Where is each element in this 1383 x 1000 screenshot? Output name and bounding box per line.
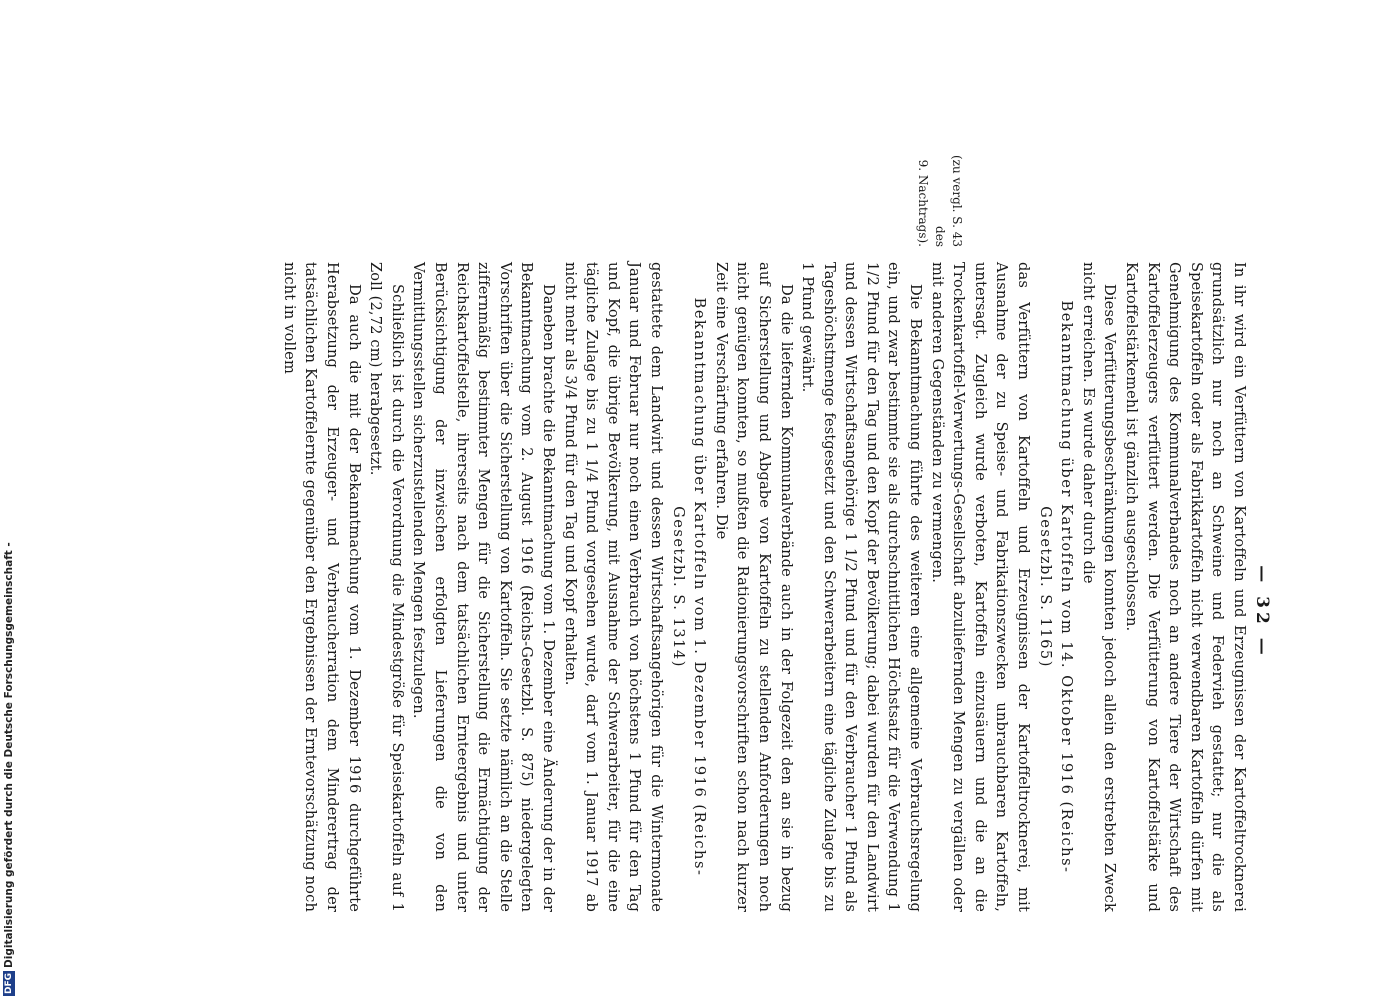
decree-heading-1: Bekanntmachung über Kartoffeln vom 14. Oktober 1916 (Reichs-Gesetzbl. S. 1165) [1036,300,1076,874]
paragraph-3: das Verfüttern von Kartoffeln und Erzeugnissen der Kartoffeltrocknerei, mit Ausnahme der zu Speise- und Fabrikationszwecken unbrauchbaren Kartoffeln, untersagt. Zugleich wurde verboten, Kartoffeln einzusäuern und die an die Trockenkartoffel-Verwertungs-Gesellschaft abzuliefernden Mengen zu vergällen oder mit anderen Gegenständen zu vermengen. [928,262,1033,912]
decree-heading-2: Bekanntmachung über Kartoffeln vom 1. Dezember 1916 (Reichs-Gesetzbl. S. 1314) [669,297,709,877]
rotated-page [140,154,1272,912]
dfg-logo: DFG [4,972,14,994]
paragraph-5: Da die liefernden Kommunalverbände auch in der Folgezeit den an sie in bezug auf Sicherstellung und Abgabe von Kartoffeln zu stellenden Anforderungen noch nicht genügen konnten, so mußten die Rationierungsvorschriften schon nach kurzer Zeit eine Verschärfung erfahren. Die [712,262,795,912]
margin-note [914,132,965,247]
paragraph-9: Da auch die mit der Bekanntmachung vom 1. Dezember 1916 durchgeführte Herabsetzung der Erzeuger- und Verbraucherration dem Minderertrag der tatsächlichen Kartoffelernte gegenüber den Ergebnissen der Erntevorschätzung noch nicht in vollem [280,262,363,912]
dfg-credit-text: Digitalisierung gefördert durch die Deutsche Forschungsgemeinschaft - [3,542,15,968]
document-page [140,154,1272,912]
dfg-credit-line [2,542,16,996]
paragraph-1: In ihr wird ein Verfüttern von Kartoffeln und Erzeugnissen der Kartoffeltrocknerei grundsätzlich nur noch an Schweine und Federvieh gestattet; nur die als Speisekartoffeln oder als Fabrikkartoffeln nicht verwendbaren Kartoffeln dürfen mit Genehmigung des Kommunalverbandes noch an andere Tiere der Wirtschaft des Kartoffelerzeugers verfüttert werden. Die Verfütterung von Kartoffelstärke und Kartoffelstärkemehl ist gänzlich ausgeschlossen. [1123,262,1248,912]
margin-note-line-2: 9. Nachtrags). [916,159,930,247]
page-number: — 32 — [1252,565,1272,659]
paragraph-8: Schließlich ist durch die Verordnung die Mindestgröße für Speisekartoffeln auf 1 Zoll (2,72 cm) herabgesetzt. [367,262,406,912]
paragraph-6: gestattete dem Landwirt und dessen Wirtschaftsangehörigen für die Wintermonate Januar und Februar nur noch einen Verbrauch von höchstens 1 Pfund für den Tag und Kopf, die übrige Bevölkerung, mit Ausnahme der Schwerarbeiter, für die eine tägliche Zulage bis zu 1 1/4 Pfund vorgesehen wurde, darf vom 1. Januar 1917 ab nicht mehr als 3/4 Pfund für den Tag und Kopf erhalten. [561,262,665,912]
paragraph-4: Die Bekanntmachung führte des weiteren eine allgemeine Verbrauchsregelung ein, und zwar bestimmte sie als durchschnittlichen Höchstsatz für die Verwendung 1 1/2 Pfund für den Tag und den Kopf der Bevölkerung; dabei wurden für den Landwirt und dessen Wirtschaftsangehörige 1 1/2 Pfund und für den Verbraucher 1 Pfund als Tageshöchstmenge festgesetzt und den Schwerarbeitern eine tägliche Zulage bis zu 1 Pfund gewährt. [799,262,925,912]
dfg-credit [0,0,16,1000]
paragraph-2: Diese Verfütterungsbeschränkungen konnten jedoch allein den erstrebten Zweck nicht erreichen. Es wurde daher durch die [1079,262,1119,912]
margin-note-line-1: (zu vergl. S. 43 des [933,154,964,247]
body-text [278,262,1250,912]
paragraph-7: Daneben brachte die Bekanntmachung vom 1. Dezember eine Änderung der in der Bekanntmachung vom 2. August 1916 (Reichs-Gesetzbl. S. 875) niedergelegten Vorschriften über die Sicherstellung von Kartoffeln. Sie setzte nämlich an die Stelle ziffernmäßig bestimmter Mengen für die Sicherstellung die Ermächtigung der Reichskartoffelstelle, ihrerseits nach dem tatsächlichen Ernteergebnis und unter Berücksichtigung der inzwischen erfolgten Lieferungen die von den Vermittlungsstellen sicherzustellenden Mengen festzulegen. [410,262,557,912]
